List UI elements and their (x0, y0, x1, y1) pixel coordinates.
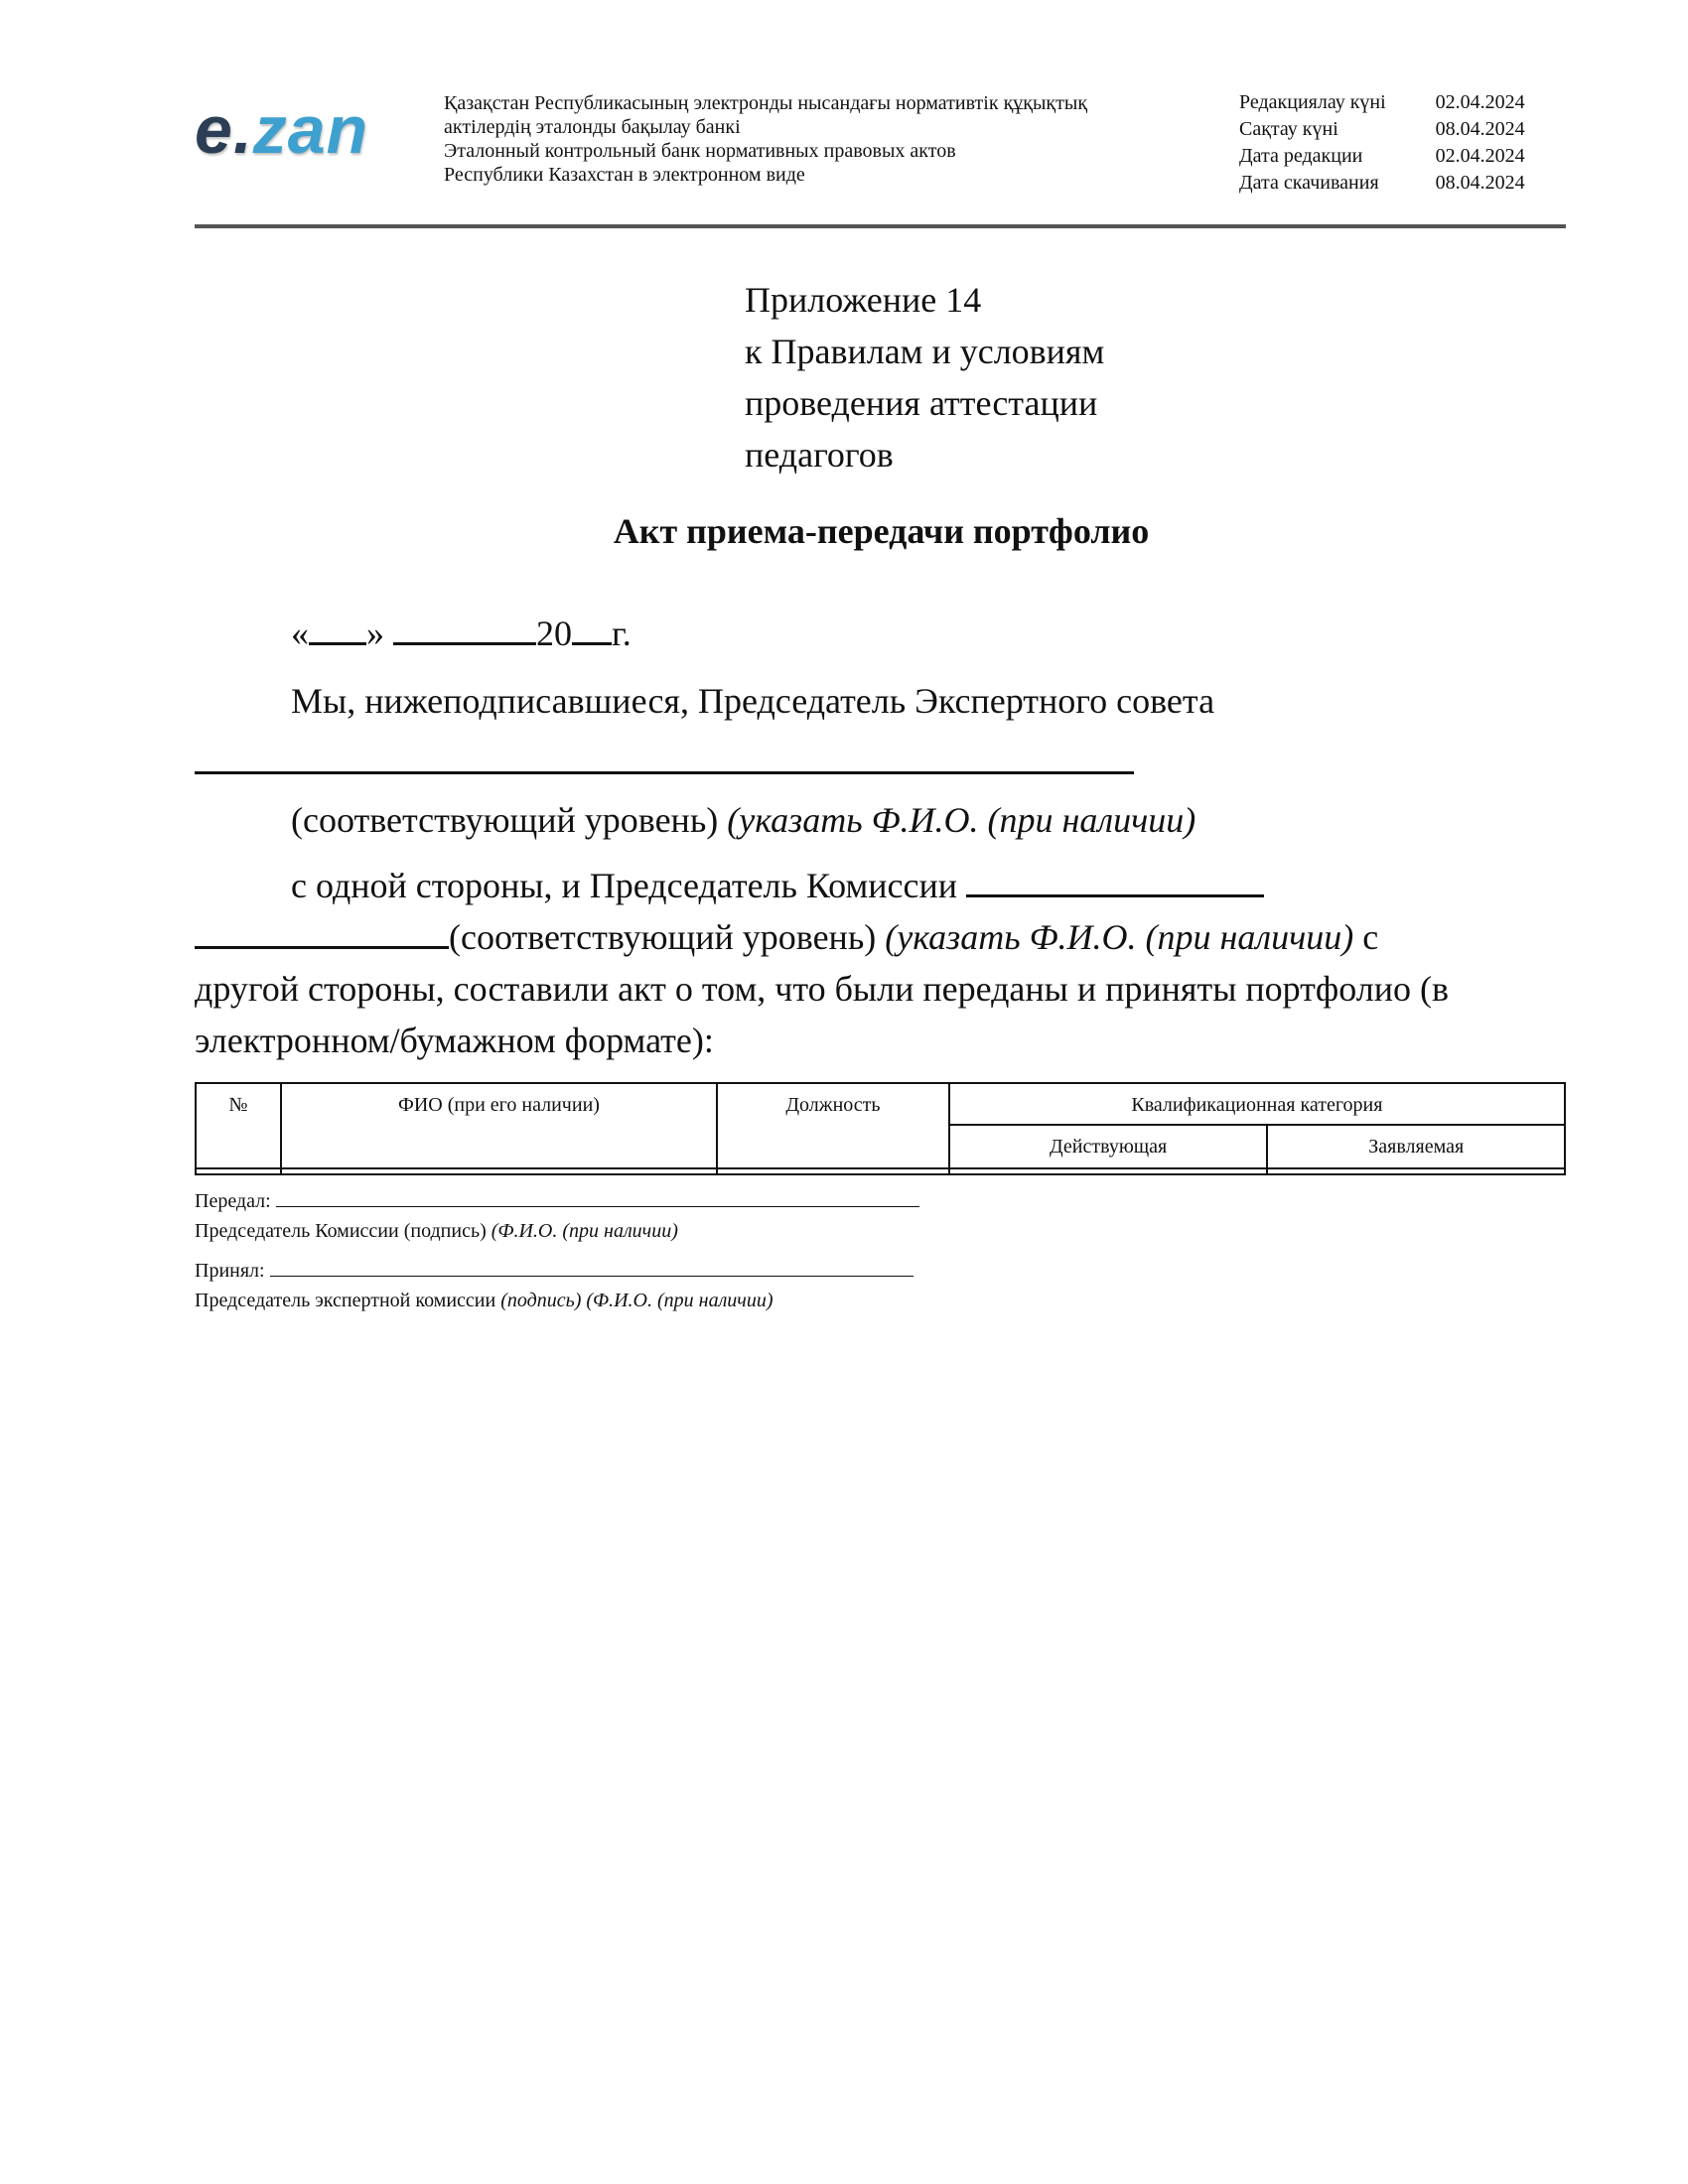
appendix-line: к Правилам и условиям (745, 332, 1105, 371)
logo-e: e. (195, 92, 253, 168)
date-close-quote: » (366, 614, 384, 653)
appendix-line: педагогов (745, 435, 894, 475)
body-line-4 (195, 911, 1378, 963)
col-claimed-header: Заявляемая (1267, 1125, 1565, 1168)
meta-label: Дата скачивания (1239, 172, 1379, 194)
commission-text: с одной стороны, и Председатель Комиссии (291, 866, 967, 905)
org-line: Қазақстан Республикасының электронды нысандағы нормативтік құқықтық (444, 92, 1088, 114)
day-blank[interactable] (309, 609, 366, 645)
body-line-1: Мы, нижеподписавшиеся, Председатель Экспертного совета (291, 681, 1215, 721)
table-cell[interactable] (196, 1168, 281, 1174)
level-text: (соответствующий уровень) (449, 917, 886, 957)
meta-label: Дата редакции (1239, 145, 1363, 167)
commission-chair-blank[interactable] (966, 861, 1264, 897)
document-title: Акт приема-передачи портфолио (613, 511, 1150, 551)
fio-hint: (указать Ф.И.О. (при наличии) (727, 800, 1196, 840)
meta-label: Сақтау күні (1239, 118, 1338, 140)
meta-value: 02.04.2024 (1435, 145, 1525, 167)
meta-value: 02.04.2024 (1435, 91, 1525, 113)
passed-role-line (195, 1216, 678, 1246)
appendix-line: Приложение 14 (745, 280, 982, 320)
col-category-header: Квалификационная категория (949, 1083, 1565, 1125)
body-line-6: электронном/бумажном формате): (195, 1021, 714, 1060)
table-cell[interactable] (717, 1168, 949, 1174)
body-line-2 (291, 794, 1196, 846)
appendix-reference (745, 274, 1104, 480)
body-line-3 (291, 860, 1264, 911)
year-suffix: г. (612, 614, 632, 653)
accepted-signature-blank[interactable] (270, 1256, 914, 1277)
portfolio-table (195, 1082, 1566, 1175)
header-divider (195, 224, 1566, 228)
year-blank[interactable] (572, 609, 612, 645)
expert-chair-blank[interactable] (195, 771, 1134, 774)
year-prefix: 20 (536, 614, 572, 653)
passed-label: Передал: (195, 1190, 276, 1212)
col-position-header: Должность (717, 1083, 949, 1168)
passed-line (195, 1186, 919, 1216)
meta-label: Редакциялау күні (1239, 91, 1386, 113)
fio-hint: (указать Ф.И.О. (при наличии) (885, 917, 1354, 957)
logo-zan: zan (252, 92, 369, 168)
org-line: Эталонный контрольный банк нормативных правовых актов (444, 140, 956, 162)
passed-signature-blank[interactable] (276, 1186, 919, 1207)
col-name-header: ФИО (при его наличии) (281, 1083, 717, 1168)
table-cell[interactable] (281, 1168, 717, 1174)
date-line (291, 608, 632, 659)
commission-chair-blank-2[interactable] (195, 912, 449, 949)
header-meta (1239, 89, 1525, 197)
accepted-role: Председатель экспертной комиссии (195, 1290, 501, 1311)
passed-fio: (Ф.И.О. (при наличии) (491, 1220, 678, 1242)
col-number-header: № (196, 1083, 281, 1168)
month-blank[interactable] (393, 609, 536, 645)
col-current-header: Действующая (949, 1125, 1268, 1168)
meta-value: 08.04.2024 (1435, 118, 1525, 140)
body-line-4-tail: с (1353, 917, 1379, 957)
level-text: (соответствующий уровень) (291, 800, 728, 840)
org-line: актілердің эталонды бақылау банкі (444, 116, 741, 138)
passed-role: Председатель Комиссии (подпись) (195, 1220, 492, 1242)
table-cell[interactable] (949, 1168, 1268, 1174)
accepted-role-line (195, 1286, 774, 1315)
appendix-line: проведения аттестации (745, 383, 1098, 423)
accepted-label: Принял: (195, 1260, 270, 1282)
table-cell[interactable] (1267, 1168, 1565, 1174)
accepted-line (195, 1256, 914, 1286)
meta-value: 08.04.2024 (1435, 172, 1525, 194)
header-organization (444, 91, 1198, 187)
date-open-quote: « (291, 614, 309, 653)
body-line-5: другой стороны, составили акт о том, что были переданы и приняты портфолио (в (195, 969, 1449, 1009)
ezan-logo (195, 92, 369, 168)
accepted-fio: (подпись) (Ф.И.О. (при наличии) (500, 1290, 774, 1311)
org-line: Республики Казахстан в электронном виде (444, 164, 805, 186)
